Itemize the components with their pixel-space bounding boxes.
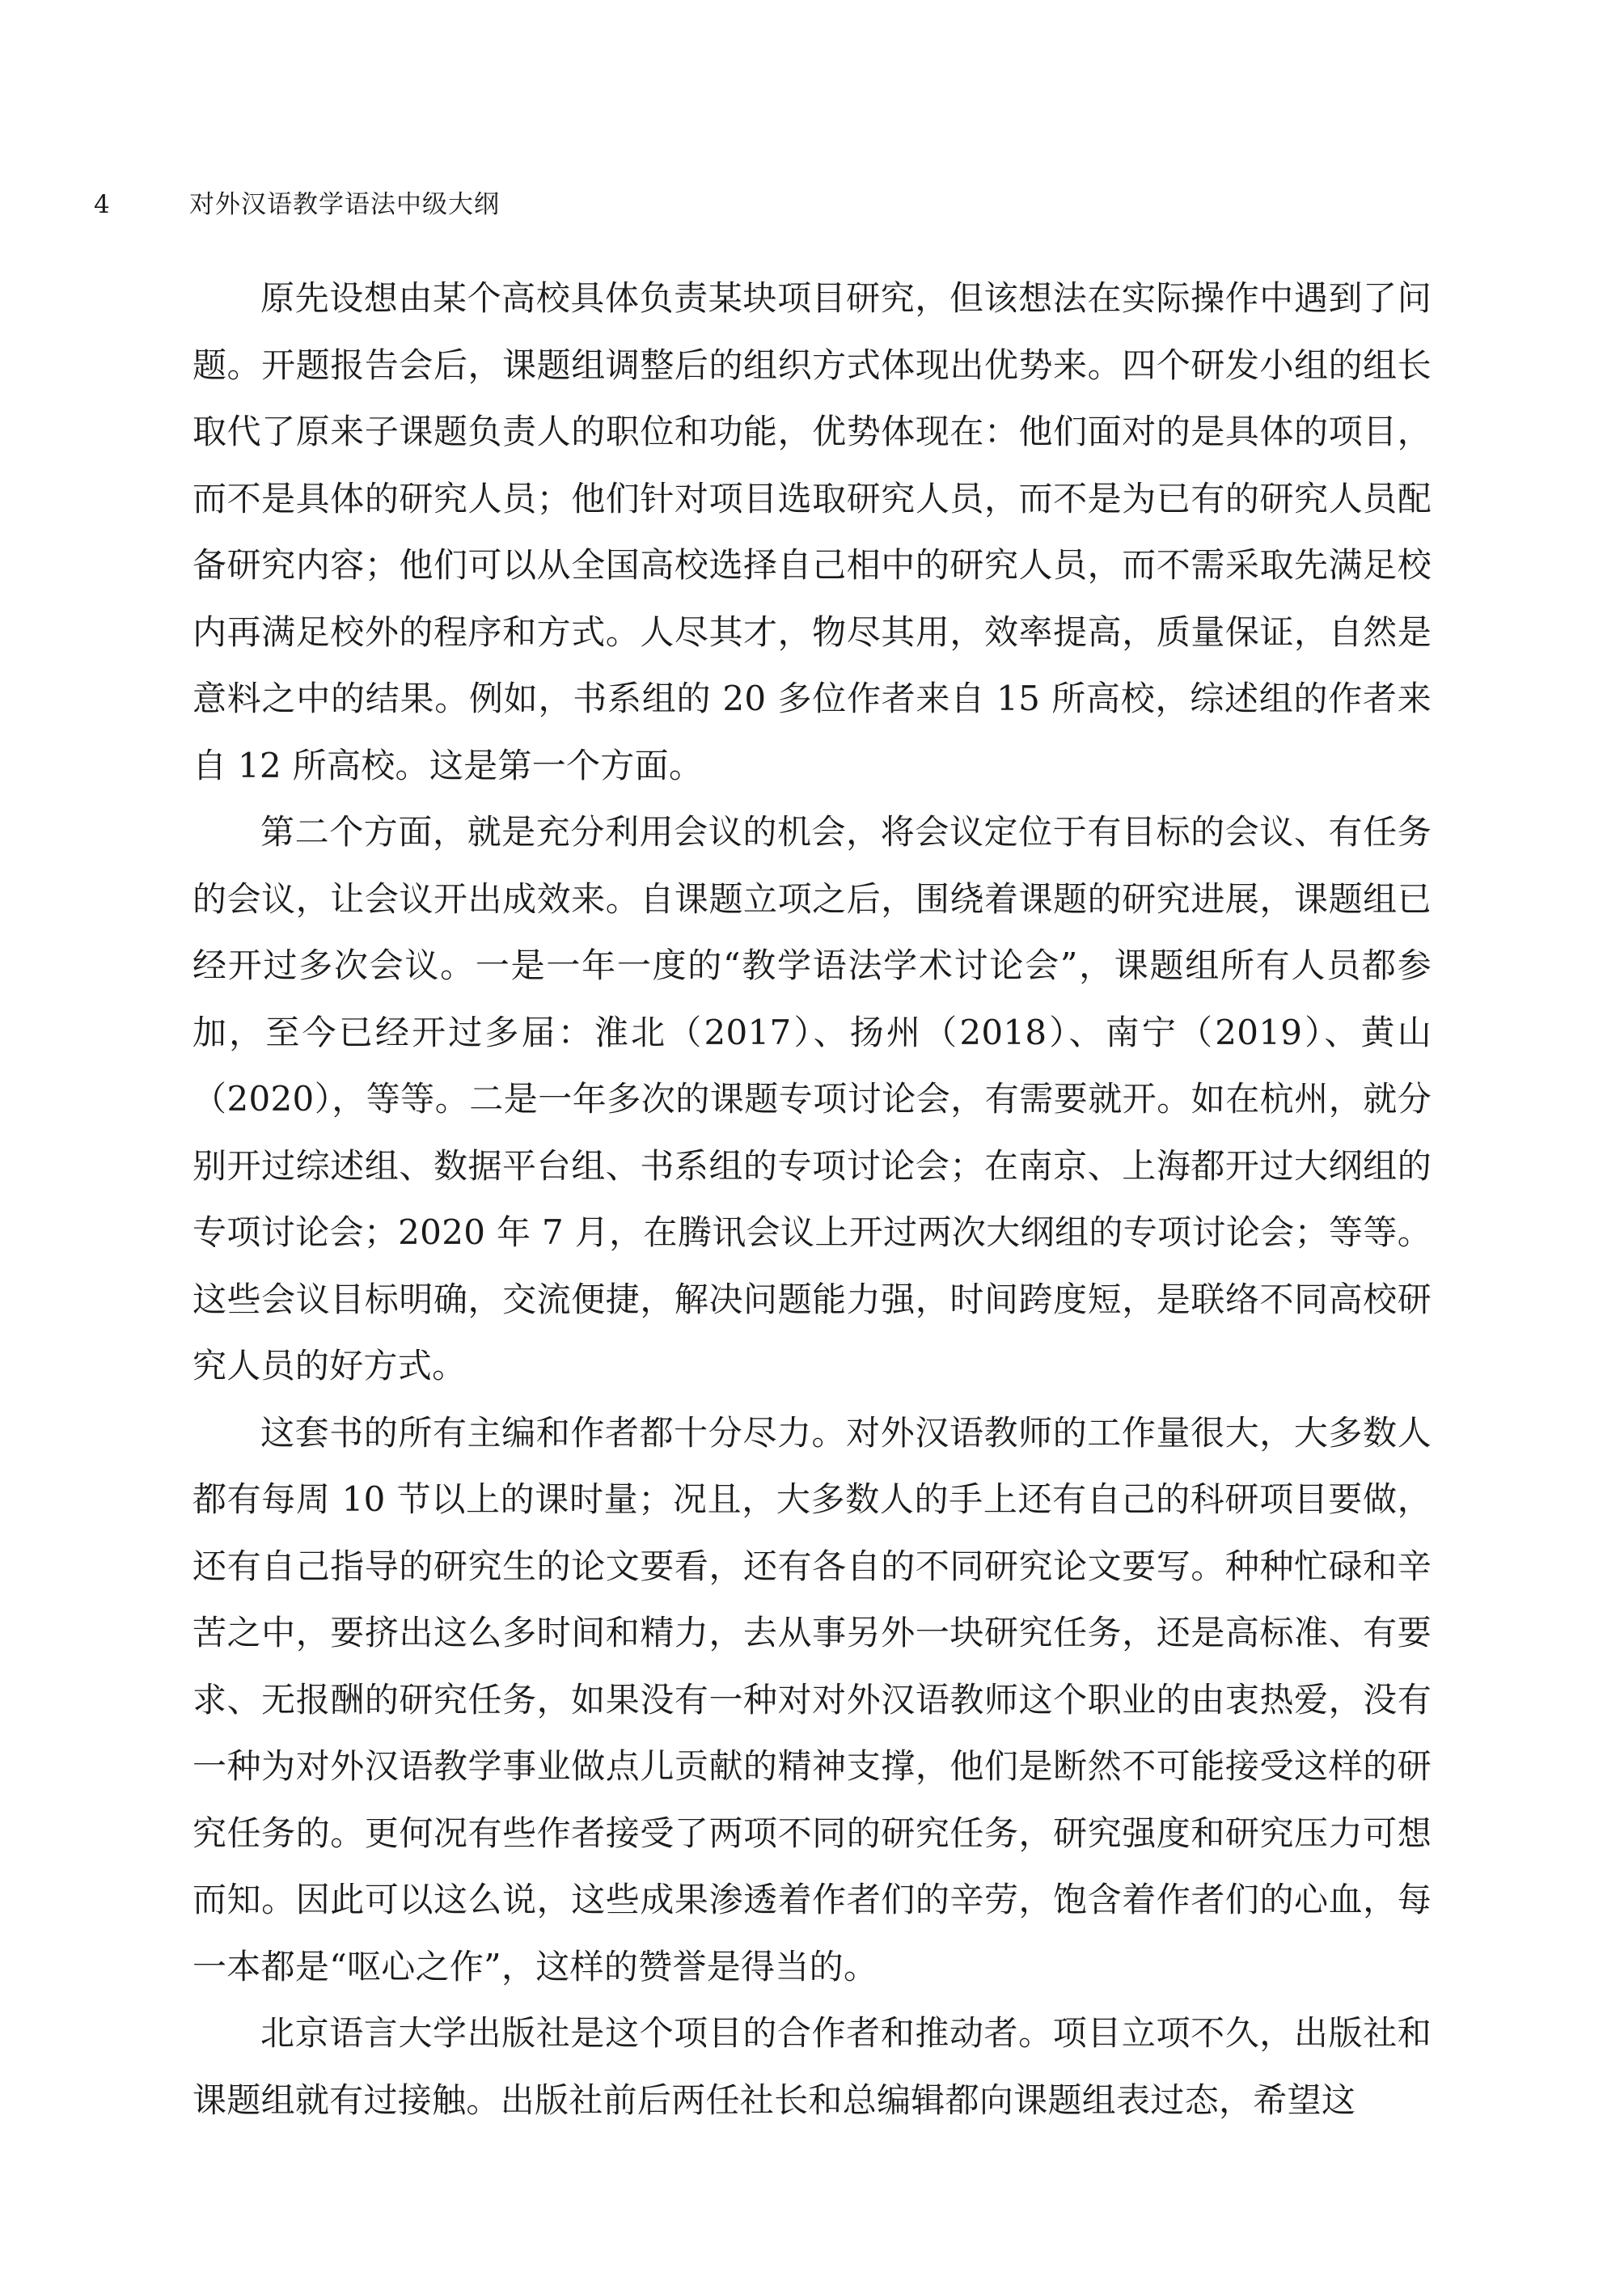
paragraph-publisher: 北京语言大学出版社是这个项目的合作者和推动者。项目立项不久，出版社和课题组就有过接触。出版社前后两任社长和总编辑都向课题组表过态，希望这: [192, 2013, 1432, 2120]
paragraph-authors-effort: 这套书的所有主编和作者都十分尽力。对外汉语教师的工作量很大，大多数人都有每周 10 节以上的课时量；况且，大多数人的手上还有自己的科研项目要做，还有自己指导的研究生的论文要看，还有各自的不同研究论文要写。种种忙碌和辛苦之中，要挤出这么多时间和精力，去从事另外一块研究任务，还是高标准、有要求、无报酬的研究任务，如果没有一种对对外汉语教师这个职业的由衷热爱，没有一种为对外汉语教学事业做点儿贡献的精神支撑，他们是断然不可能接受这样的研究任务的。更何况有些作者接受了两项不同的研究任务，研究强度和研究压力可想而知。因此可以这么说，这些成果渗透着作者们的辛劳，饱含着作者们的心血，每一本都是“呕心之作”，这样的赞誉是得当的。: [192, 1412, 1432, 1986]
paragraph-meetings: 第二个方面，就是充分利用会议的机会，将会议定位于有目标的会议、有任务的会议，让会议开出成效来。自课题立项之后，围绕着课题的研究进展，课题组已经开过多次会议。一是一年一度的“教学语法学术讨论会”，课题组所有人员都参加，至今已经开过多届：淮北（2017）、扬州（2018）、南宁（2019）、黄山（2020），等等。二是一年多次的课题专项讨论会，有需要就开。如在杭州，就分别开过综述组、数据平台组、书系组的专项讨论会；在南京、上海都开过大纲组的专项讨论会；2020 年 7 月，在腾讯会议上开过两次大纲组的专项讨论会；等等。这些会议目标明确，交流便捷，解决问题能力强，时间跨度短，是联络不同高校研究人员的好方式。: [192, 812, 1432, 1386]
page-number: 4: [94, 190, 110, 219]
paragraph-organization-method: 原先设想由某个高校具体负责某块项目研究，但该想法在实际操作中遇到了问题。开题报告会后，课题组调整后的组织方式体现出优势来。四个研发小组的组长取代了原来子课题负责人的职位和功能，优势体现在：他们面对的是具体的项目，而不是具体的研究人员；他们针对项目选取研究人员，而不是为已有的研究人员配备研究内容；他们可以从全国高校选择自己相中的研究人员，而不需采取先满足校内再满足校外的程序和方式。人尽其才，物尽其用，效率提高，质量保证，自然是意料之中的结果。例如，书系组的 20 多位作者来自 15 所高校，综述组的作者来自 12 所高校。这是第一个方面。: [192, 278, 1432, 785]
running-title: 对外汉语教学语法中级大纲: [189, 190, 500, 219]
running-header: [94, 184, 1469, 225]
body-text: [192, 265, 1432, 2134]
